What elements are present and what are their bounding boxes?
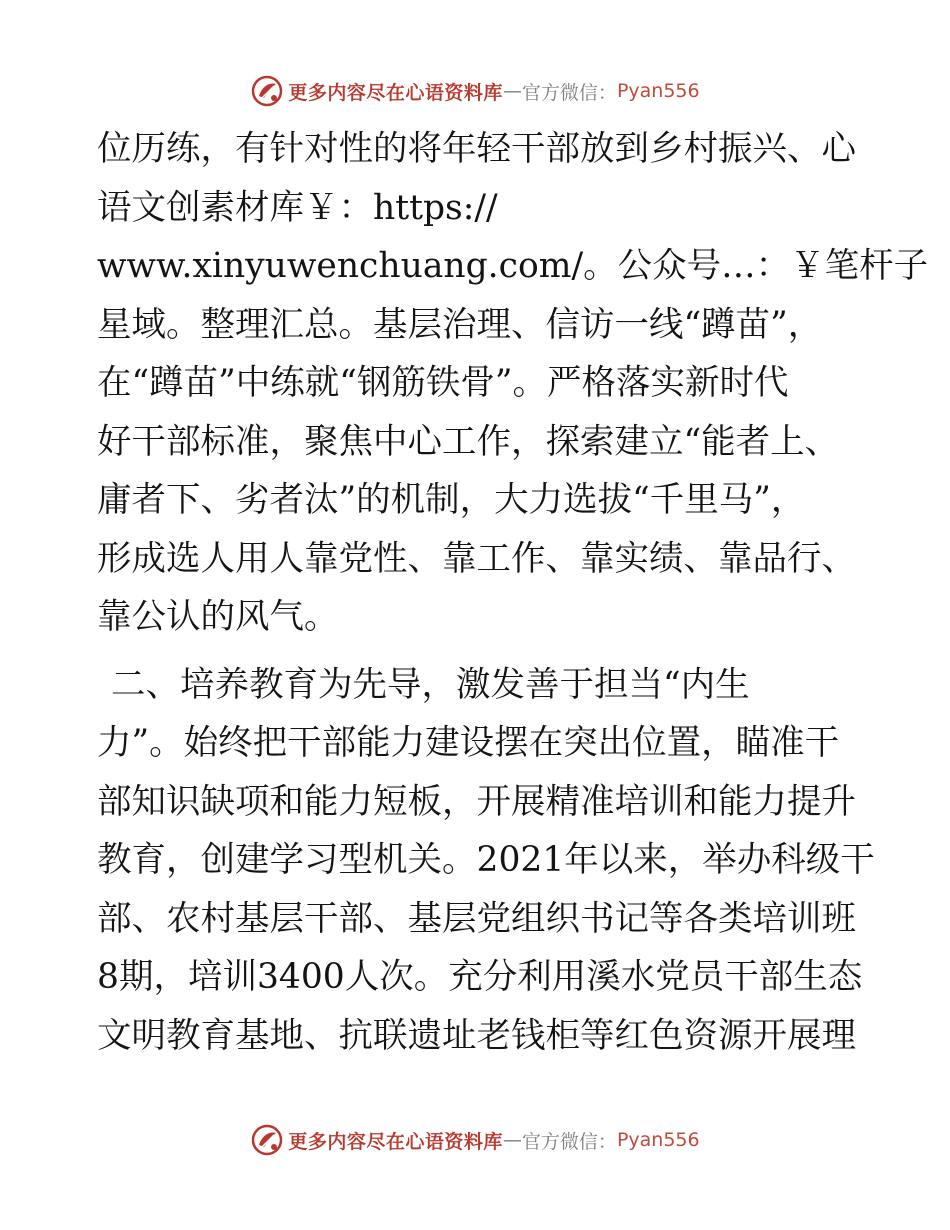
brand-logo-icon (250, 74, 284, 108)
paragraph-2 (97, 656, 875, 1066)
footer-wechat-label: 官方微信： (521, 1130, 617, 1153)
text-line: 8期，培训3400人次。充分利用溪水党员干部生态 (97, 957, 863, 997)
text-line: 语文创素材库￥：https:// (97, 187, 498, 228)
text-line: 靠公认的风气。 (97, 597, 339, 637)
text-line: 文明教育基地、抗联遗址老钱柜等红色资源开展理 (97, 1015, 856, 1056)
text-line: 庸者下、劣者汰”的机制，大力选拔“千里马”， (97, 480, 806, 520)
footer-brand-text: 更多内容尽在心语资料库 (288, 1130, 503, 1153)
header-wechat-label: 官方微信： (521, 81, 617, 104)
text-line: www.xinyuwenchuang.com/。公众号…：￥笔杆子 (97, 246, 929, 286)
section-heading-line: 二、培养教育为先导，激发善于担当“内生 (111, 664, 750, 705)
text-line: 形成选人用人靠党性、靠工作、靠实绩、靠品行、 (97, 538, 856, 579)
text-line: 部、农村基层干部、基层党组织书记等各类培训班 (97, 898, 856, 939)
paragraph-1 (97, 120, 929, 647)
text-line: 星域。整理汇总。基层治理、信访一线“蹲苗”， (97, 304, 823, 345)
text-line: 在“蹲苗”中练就“钢筋铁骨”。严格落实新时代 (97, 363, 789, 403)
header-separator: — (502, 80, 522, 102)
header-wechat-id: Pyan556 (616, 80, 700, 102)
footer-separator: — (502, 1129, 522, 1151)
text-line: 力”。始终把干部能力建设摆在突出位置，瞄准干 (97, 723, 840, 763)
header-watermark (0, 71, 950, 111)
text-line: 教育，创建学习型机关。2021年以来，举办科级干 (97, 840, 875, 880)
text-line: 好干部标准，聚焦中心工作，探索建立“能者上、 (97, 421, 840, 462)
document-body (97, 120, 929, 1065)
header-brand-text: 更多内容尽在心语资料库 (288, 81, 503, 104)
footer-watermark (0, 1120, 950, 1160)
text-line: 位历练，有针对性的将年轻干部放到乡村振兴、心 (97, 129, 856, 169)
footer-wechat-id: Pyan556 (616, 1129, 700, 1151)
text-line: 部知识缺项和能力短板，开展精准培训和能力提升 (97, 781, 856, 822)
brand-logo-icon (250, 1123, 284, 1157)
